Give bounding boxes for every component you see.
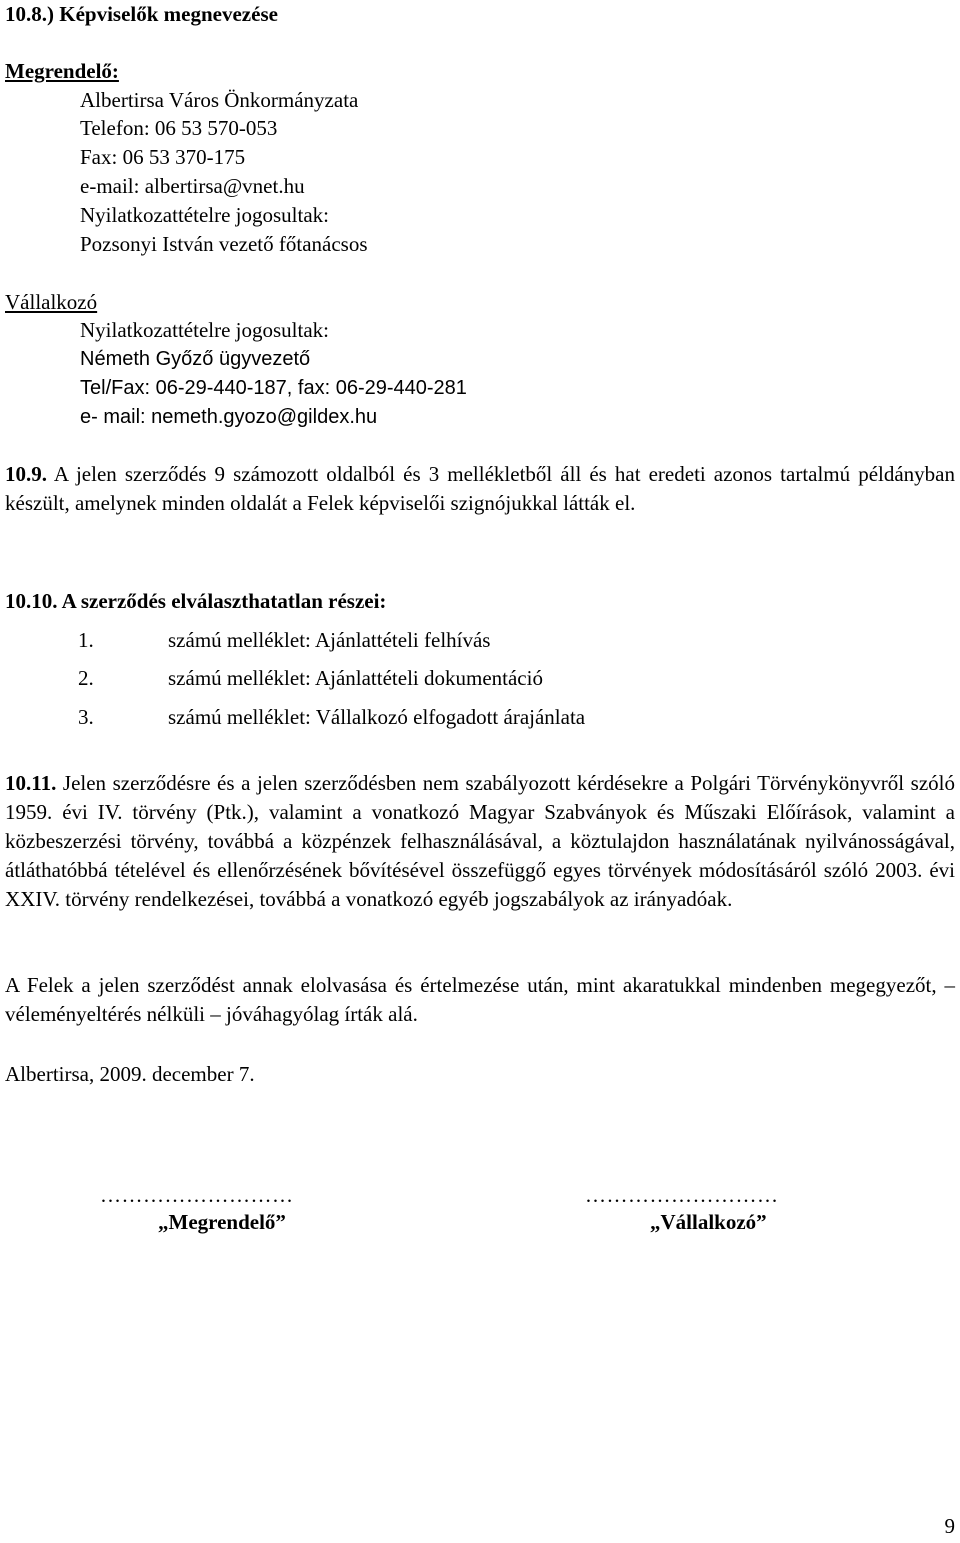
client-phone: Telefon: 06 53 570-053	[80, 116, 278, 140]
attachment-1-number: 1.	[78, 628, 94, 652]
client-name: Albertirsa Város Önkormányzata	[80, 88, 359, 112]
closing-paragraph: A Felek a jelen szerződést annak elolvasása és értelmezése után, mint akaratukkal mindenben megegyezőt, – véleményeltérés nélküli – jóváhagyólag írták alá.	[5, 973, 955, 1026]
section-11-number: 10.11.	[5, 771, 57, 795]
contractor-authorized-label: Nyilatkozattételre jogosultak:	[80, 318, 330, 342]
section-9-paragraph	[5, 460, 955, 518]
contractor-signature-label: „Vállalkozó”	[650, 1210, 767, 1234]
section-10-heading: 10.10. A szerződés elválaszthatatlan részei:	[5, 589, 387, 613]
client-signature-line: ………………………	[100, 1183, 294, 1207]
place-and-date: Albertirsa, 2009. december 7.	[5, 1062, 255, 1086]
contractor-label: Vállalkozó	[5, 290, 98, 314]
contractor-email: e- mail: nemeth.gyozo@gildex.hu	[80, 406, 378, 428]
client-email: e-mail: albertirsa@vnet.hu	[80, 174, 305, 198]
attachment-3-text: számú melléklet: Vállalkozó elfogadott árajánlata	[168, 705, 586, 729]
client-fax: Fax: 06 53 370-175	[80, 145, 246, 169]
page-number: 9	[944, 1514, 955, 1538]
contractor-authorized-person: Németh Győző ügyvezető	[80, 348, 311, 370]
section-11-paragraph	[5, 769, 955, 914]
attachment-1-text: számú melléklet: Ajánlattételi felhívás	[168, 628, 491, 652]
attachment-2-number: 2.	[78, 666, 94, 690]
contractor-telfax: Tel/Fax: 06-29-440-187, fax: 06-29-440-281	[80, 377, 467, 399]
section-11-text: Jelen szerződésre és a jelen szerződésben nem szabályozott kérdésekre a Polgári Törvénykönyvről szóló 1959. évi IV. törvény (Ptk.), valamint a vonatkozó Magyar Szabványok és Műszaki Előírások, valamint a közbeszerzési törvény, továbbá a közpénzek felhasználásával, a köztulajdon használatának nyilvánosságával, átláthatóbbá tételével és ellenőrzésének bővítésével összefüggő egyes törvények módosításáról szóló 2003. évi XXIV. törvény rendelkezései, továbbá a vonatkozó egyéb jogszabályok az irányadóak.	[5, 771, 956, 911]
client-authorized-label: Nyilatkozattételre jogosultak:	[80, 203, 330, 227]
client-authorized-person: Pozsonyi István vezető főtanácsos	[80, 232, 368, 256]
attachment-2-text: számú melléklet: Ajánlattételi dokumentáció	[168, 666, 543, 690]
attachment-3-number: 3.	[78, 705, 94, 729]
contractor-signature-line: ………………………	[585, 1183, 779, 1207]
section-9-text: A jelen szerződés 9 számozott oldalból és 3 mellékletből áll és hat eredeti azonos tartalmú példányban készült, amelynek minden oldalát a Felek képviselői szignójukkal látták el.	[5, 462, 955, 515]
section-8-heading: 10.8.) Képviselők megnevezése	[5, 2, 278, 26]
client-label: Megrendelő:	[5, 59, 119, 83]
client-signature-label: „Megrendelő”	[158, 1210, 286, 1234]
section-9-number: 10.9.	[5, 462, 47, 486]
